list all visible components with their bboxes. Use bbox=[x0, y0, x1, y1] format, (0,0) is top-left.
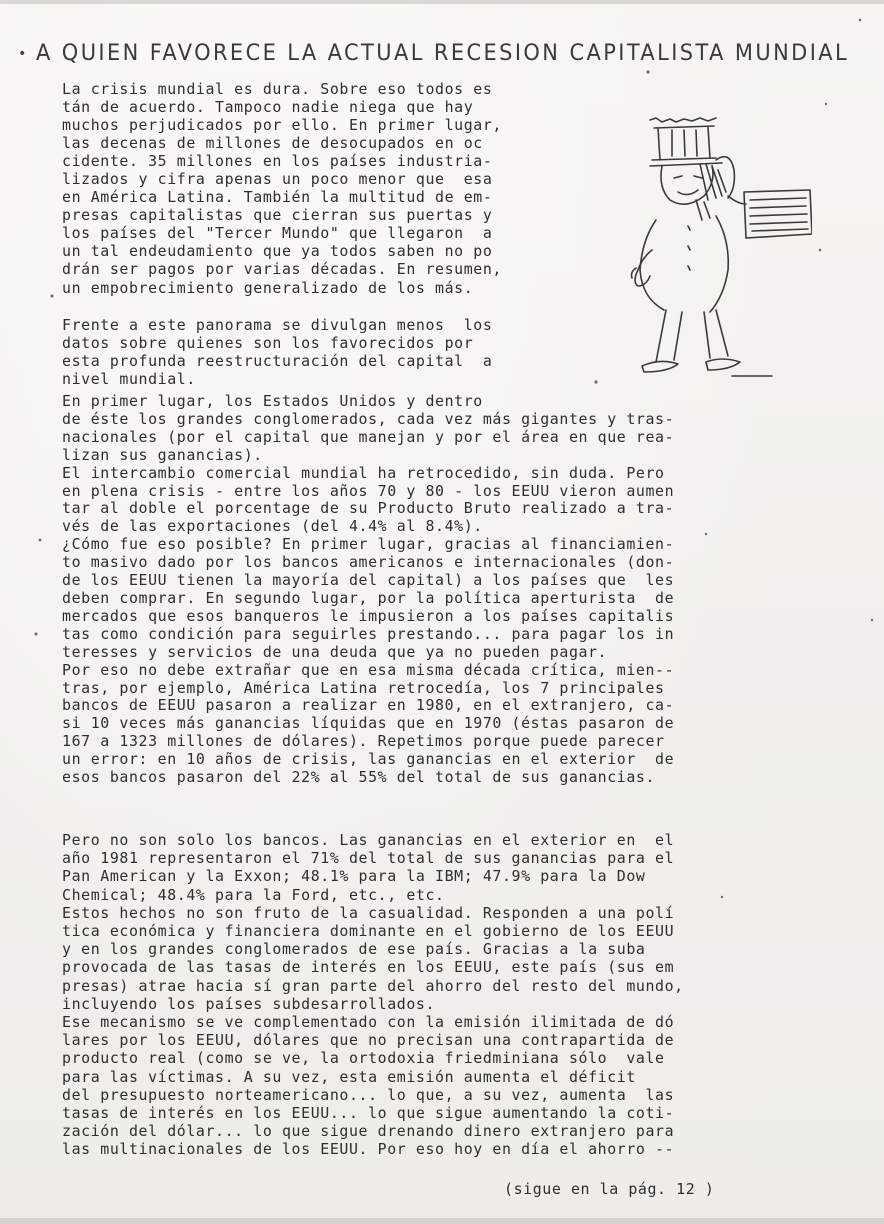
continuation-note: (sigue en la pág. 12 ) bbox=[504, 1180, 715, 1198]
paragraph-usa-conglomerates: En primer lugar, los Estados Unidos y dentro de éste los grandes conglomerados, cada vez más gigantes y tras- nacionales (por el capital que manejan y por el área en que rea- lizan sus ganancias). El intercambio comercial mundial ha retrocedido, sin duda. Pero en plena crisis - entre los años 70 y 80 - los EEUU vieron aumen tar al doble el porcentage de su Producto Bruto realizado a tra- vés de las exportaciones (del 4.4% al 8.4%). ¿Cómo fue eso posible? En primer lugar, gracias al financiamien- to masivo dado por los bancos americanos e internacionales (don- de los EEUU tienen la mayoría del capital) a los países que les deben comprar. En segundo lugar, por la política aperturista de mercados que esos banqueros le impusieron a los países capitalis tas como condición para seguirles prestando... para pagar los in teresses y servicios de una deuda que ya no pueden pagar. Por eso no debe extrañar que en esa misma década crítica, mien-- tras, por ejemplo, América Latina retrocedía, los 7 principales bancos de EEUU pasaron a realizar en 1980, en el extranjero, ca- si 10 veces más ganancias líquidas que en 1970 (éstas pasaron de 167 a 1323 millones de dólares). Repetimos porque puede parecer un error: en 10 años de crisis, las ganancias en el exterior de esos bancos pasaron del 22% al 55% del total de sus ganancias. bbox=[62, 392, 675, 787]
paragraph-crisis-intro: La crisis mundial es dura. Sobre eso todos es tán de acuerdo. Tampoco nadie niega que hay muchos perjudicados por ello. En primer lugar, las decenas de millones de desocupados en oc cidente. 35 millones en los países industria- lizados y cifra apenas un poco menor que esa en América Latina. También la multitud de em- presas capitalistas que cierran sus puertas y los países del "Tercer Mundo" que llegaron a un tal endeudamiento que ya todos saben no po drán ser pagos por varias décadas. En resumen, un empobrecimiento generalizado de los más. bbox=[62, 80, 502, 297]
bottom-edge bbox=[0, 1218, 884, 1224]
title-bullet: • bbox=[18, 46, 27, 62]
paragraph-panorama: Frente a este panorama se divulgan menos los datos sobre quienes son los favorecidos por esta profunda reestructuración del capital a nivel mundial. bbox=[62, 316, 493, 389]
page-title: A QUIEN FAVORECE LA ACTUAL RECESION CAPITALISTA MUNDIAL bbox=[36, 40, 850, 66]
paragraph-banks-and-policy: Pero no son solo los bancos. Las ganancias en el exterior en el año 1981 representaron el 71% del total de sus ganancias para el Pan American y la Exxon; 48.1% para la IBM; 47.9% para la Dow Chemical; 48.4% para la Ford, etc., etc. Estos hechos no son fruto de la casualidad. Responden a una polí tica económica y financiera dominante en el gobierno de los EEUU y en los grandes conglomerados de ese país. Gracias a la suba provocada de las tasas de interés en los EEUU, este país (sus em presas) atrae hacia sí gran parte del ahorro del resto del mundo, incluyendo los países subdesarrollados. Ese mecanismo se ve complementado con la emisión ilimitada de dó lares por los EEUU, dólares que no precisan una contrapartida de producto real (como se ve, la ortodoxia friedminiana sólo vale para las víctimas. A su vez, esta emisión aumenta el déficit del presupuesto norteamericano... lo que, a su vez, aumenta las tasas de interés en los EEUU... lo que sigue aumentando la coti- zación del dólar... lo que sigue drenando dinero extranjero para las multinacionales de los EEUU. Por eso hoy en día el ahorro -- bbox=[62, 831, 684, 1159]
